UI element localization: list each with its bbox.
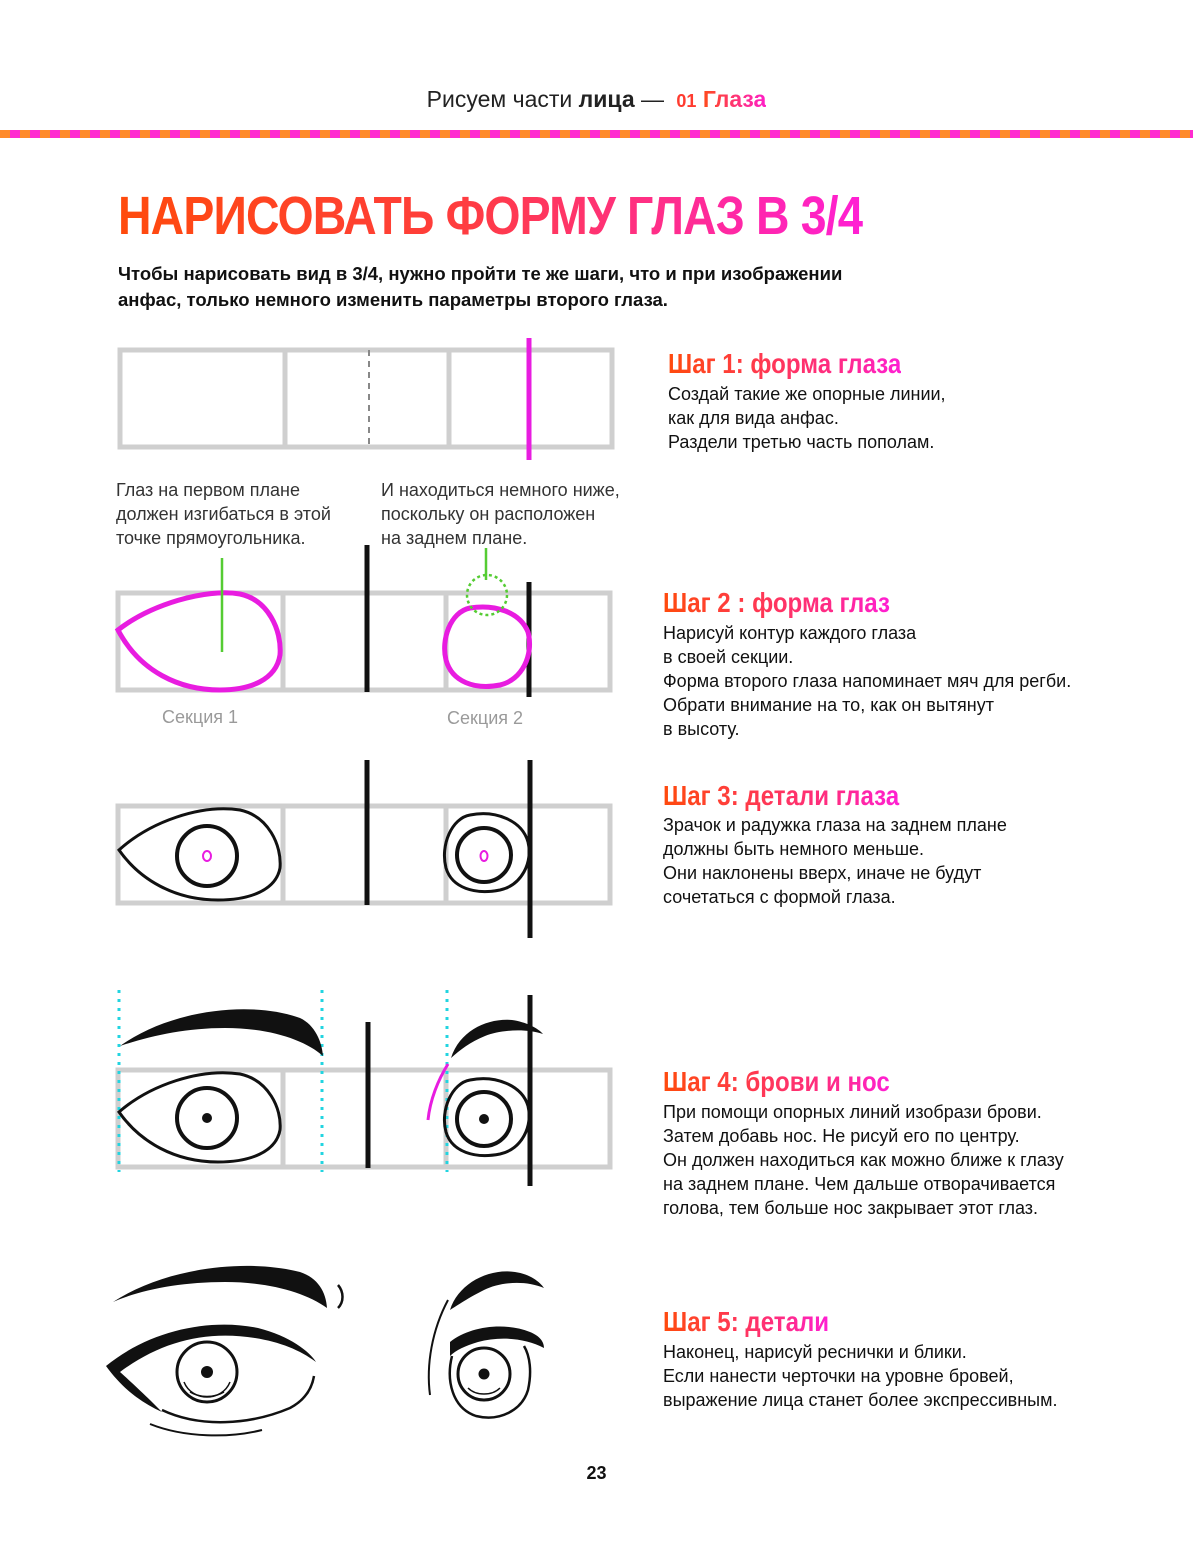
back-pupil	[479, 1114, 489, 1124]
front-pupil	[203, 851, 211, 861]
front-lower-crease	[150, 1424, 262, 1435]
note-line: точке прямоугольника.	[116, 528, 306, 548]
step-line: Они наклонены вверх, иначе не будут	[663, 863, 982, 883]
step-2-text	[663, 621, 1103, 741]
step-1-text	[668, 382, 1108, 454]
header-bold: лица	[578, 86, 635, 112]
step-3-text	[663, 813, 1103, 909]
step-3-title: Шаг 3: детали глаза	[663, 780, 900, 811]
note-line: на заднем плане.	[381, 528, 528, 548]
step3-illustration	[118, 760, 610, 938]
step-line: сочетаться с формой глаза.	[663, 887, 896, 907]
front-pupil	[202, 1113, 212, 1123]
note-line: Глаз на первом плане	[116, 480, 300, 500]
step-line: Форма второго глаза напоминает мяч для регби.	[663, 671, 1072, 691]
page-number: 23	[586, 1463, 607, 1483]
guide-rectangle	[118, 593, 610, 690]
front-eye-outline	[118, 593, 280, 690]
step-1-title: Шаг 1: форма глаза	[668, 348, 902, 379]
back-eyebrow	[450, 1271, 544, 1310]
step2-illustration	[118, 545, 610, 697]
step-line: Нарисуй контур каждого глаза	[663, 623, 917, 643]
step-5-title: Шаг 5: детали	[663, 1306, 830, 1337]
intro-line: Чтобы нарисовать вид в 3/4, нужно пройти те же шаги, что и при изображении	[118, 263, 843, 284]
front-pupil	[201, 1366, 213, 1378]
step-4-title: Шаг 4: брови и нос	[663, 1066, 890, 1097]
step-line: выражение лица станет более экспрессивным.	[663, 1390, 1058, 1410]
header-prefix: Рисуем части	[426, 86, 573, 112]
note-back-eye	[381, 478, 620, 550]
back-eye-outline	[450, 1346, 530, 1418]
front-iris	[177, 826, 237, 886]
step-line: в высоту.	[663, 719, 740, 739]
step-line: При помощи опорных линий изобрази брови.	[663, 1102, 1042, 1122]
step-line: Наконец, нарисуй реснички и блики.	[663, 1342, 967, 1362]
step-line: Затем добавь нос. Не рисуй его по центру.	[663, 1126, 1020, 1146]
step-line: Он должен находиться как можно ближе к глазу	[663, 1150, 1064, 1170]
note-front-eye	[116, 478, 331, 550]
step-line: как для вида анфас.	[668, 408, 839, 428]
step-line: Обрати внимание на то, как он вытянут	[663, 695, 994, 715]
step-5-text	[663, 1340, 1103, 1412]
step-line: Раздели третью часть пополам.	[668, 432, 935, 452]
back-eye-outline	[445, 607, 530, 686]
page-title: НАРИСОВАТЬ ФОРМУ ГЛАЗ В 3/4	[118, 186, 863, 246]
step4-illustration	[118, 990, 610, 1186]
guide-rectangle	[120, 350, 612, 447]
caption-section-2: Секция 2	[447, 708, 524, 728]
expression-stroke	[338, 1285, 343, 1308]
back-pupil	[479, 1369, 490, 1380]
step-line: голова, тем больше нос закрывает этот глаз.	[663, 1198, 1039, 1218]
caption-section-1: Секция 1	[162, 707, 239, 727]
step-line: Создай такие же опорные линии,	[668, 384, 946, 404]
front-eyebrow	[113, 1266, 327, 1308]
step-line: в своей секции.	[663, 647, 794, 667]
step1-illustration	[120, 338, 612, 460]
nose-side-line	[429, 1300, 448, 1395]
step-line: на заднем плане. Чем дальше отворачивается	[663, 1174, 1056, 1194]
iris-reflection-line	[184, 1382, 230, 1397]
guide-rectangle	[118, 806, 610, 903]
note-line: должен изгибаться в этой	[116, 504, 331, 524]
note-line: поскольку он расположен	[381, 504, 596, 524]
note-line: И находиться немного ниже,	[381, 480, 620, 500]
step-line: Если нанести черточки на уровне бровей,	[663, 1366, 1014, 1386]
step-2-title: Шаг 2 : форма глаз	[663, 587, 890, 618]
chapter-part: Глаза	[702, 86, 767, 112]
back-iris	[457, 828, 511, 882]
header-dash: —	[641, 86, 665, 112]
iris-reflection-line	[468, 1388, 500, 1394]
step5-illustration	[106, 1266, 544, 1436]
step-line: Зрачок и радужка глаза на заднем плане	[663, 815, 1007, 835]
step-4-text	[663, 1100, 1103, 1220]
front-eyebrow	[120, 1009, 323, 1056]
guide-rectangle	[118, 1070, 610, 1167]
back-pupil	[481, 851, 488, 861]
step-line: должны быть немного меньше.	[663, 839, 925, 859]
intro-line: анфас, только немного изменить параметры второго глаза.	[118, 289, 668, 310]
chapter-number: 01	[676, 91, 697, 111]
